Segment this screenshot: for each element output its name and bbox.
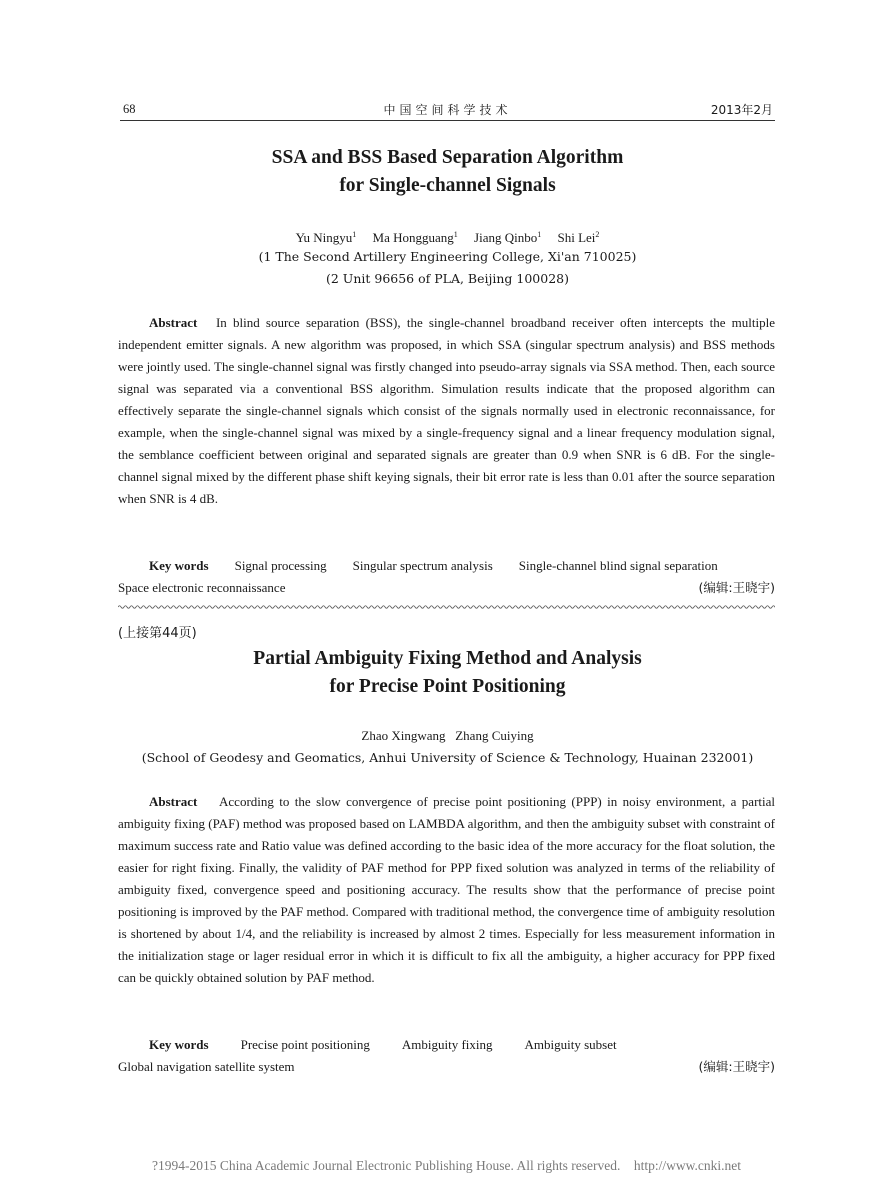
- keyword: Space electronic reconnaissance: [118, 580, 286, 595]
- article2-keywords: [118, 1034, 775, 1078]
- issue-date: 2013年2月: [710, 103, 773, 117]
- copyright-footer: ?1994-2015 China Academic Journal Electronic Publishing House. All rights reserved. http://www.cnki.net: [152, 1158, 741, 1173]
- article2-title: [120, 645, 775, 701]
- article2-abstract: [118, 791, 775, 989]
- keyword: Ambiguity subset: [524, 1037, 617, 1052]
- keyword: Precise point positioning: [240, 1037, 370, 1052]
- author: Shi Lei: [557, 230, 596, 245]
- abstract-text: In blind source separation (BSS), the single-channel broadband receiver often intercepts the multiple independent emitter signals. A new algorithm was proposed, in which SSA (singular spectrum analysis) and BSS methods were jointly used. The single-channel signal was firstly changed into pseudo-array signals via SSA method. Then, each source signal was separated via a conventional BSS algorithm. Simulation results indicate that the proposed algorithm can effectively separate the single-channel signals which consist of the signals normally used in electronic reconnaissance, for example, when the single-channel signal was mixed by a single-frequency signal and a linear frequency modulation signal, the semblance coefficient between original and separated signals are greater than 0.9 when SNR is 6 dB. For the single-channel signal mixed by the different phase shift keying signals, their bit error rate is less than 0.01 after the source separation when SNR is 4 dB.: [118, 315, 775, 506]
- article1-title-line1: SSA and BSS Based Separation Algorithm: [271, 147, 624, 168]
- abstract-label: Abstract: [149, 794, 198, 809]
- author: Jiang Qinbo: [474, 230, 538, 245]
- article2-authors: Zhao Xingwang Zhang Cuiying: [361, 728, 534, 743]
- keywords-label: Key words: [149, 558, 209, 573]
- editor-note: (编辑:王晓宇): [698, 580, 775, 595]
- article1-affiliation-1: (1 The Second Artillery Engineering College, Xi'an 710025): [258, 249, 637, 264]
- journal-name: 中国空间科学技术: [383, 103, 512, 117]
- article2-title-line2: for Precise Point Positioning: [329, 676, 566, 697]
- article2-affiliation: (School of Geodesy and Geomatics, Anhui University of Science & Technology, Huainan 232001): [141, 750, 754, 765]
- keywords-label: Key words: [149, 1037, 209, 1052]
- keyword: Global navigation satellite system: [118, 1059, 295, 1074]
- editor-note: (编辑:王晓宇): [698, 1059, 775, 1074]
- continued-note: (上接第44页): [118, 626, 197, 641]
- abstract-label: Abstract: [149, 315, 198, 330]
- article1-affiliation-2: (2 Unit 96656 of PLA, Beijing 100028): [325, 271, 569, 286]
- keyword: Single-channel blind signal separation: [518, 558, 718, 573]
- wavy-separator: [118, 604, 775, 610]
- keyword: Singular spectrum analysis: [352, 558, 493, 573]
- keyword: Ambiguity fixing: [401, 1037, 493, 1052]
- author: Yu Ningyu: [295, 230, 353, 245]
- article1-abstract: [118, 312, 775, 510]
- page-number: 68: [123, 102, 136, 116]
- author: Ma Hongguang: [372, 230, 454, 245]
- article1-title: [120, 144, 775, 200]
- article1-title-line2: for Single-channel Signals: [339, 175, 556, 196]
- running-header: [120, 100, 775, 121]
- keyword: Signal processing: [234, 558, 327, 573]
- article1-keywords: [118, 555, 775, 599]
- abstract-text: According to the slow convergence of precise point positioning (PPP) in noisy environment, a partial ambiguity fixing (PAF) method was proposed based on LAMBDA algorithm, and then the ambiguity subset with constraint of maximum success rate and Ratio value was defined according to the basic idea of the more accuracy for the float solution, the easier for right fixing. Finally, the validity of PAF method for PPP fixed solution was analyzed in terms of the reliability of ambiguity fixed, convergence speed and positioning accuracy. The results show that the performance of precise point positioning is improved by the PAF method. Compared with traditional method, the convergence time of ambiguity resolution is shortened by about 1/4, and the reliability is increased by almost 2 times. Especially for less measurement information in the initialization stage or lager residual error in which it is difficult to fix all the ambiguity, a higher accuracy for PPP fixed can be quickly obtained solution by PAF method.: [118, 794, 775, 985]
- article1-authors: Yu Ningyu$^1$ Ma Hongguang$^1$ Jiang Qinbo$^1$ Shi Lei$^2$: [295, 230, 600, 245]
- article2-title-line1: Partial Ambiguity Fixing Method and Analysis: [253, 648, 642, 669]
